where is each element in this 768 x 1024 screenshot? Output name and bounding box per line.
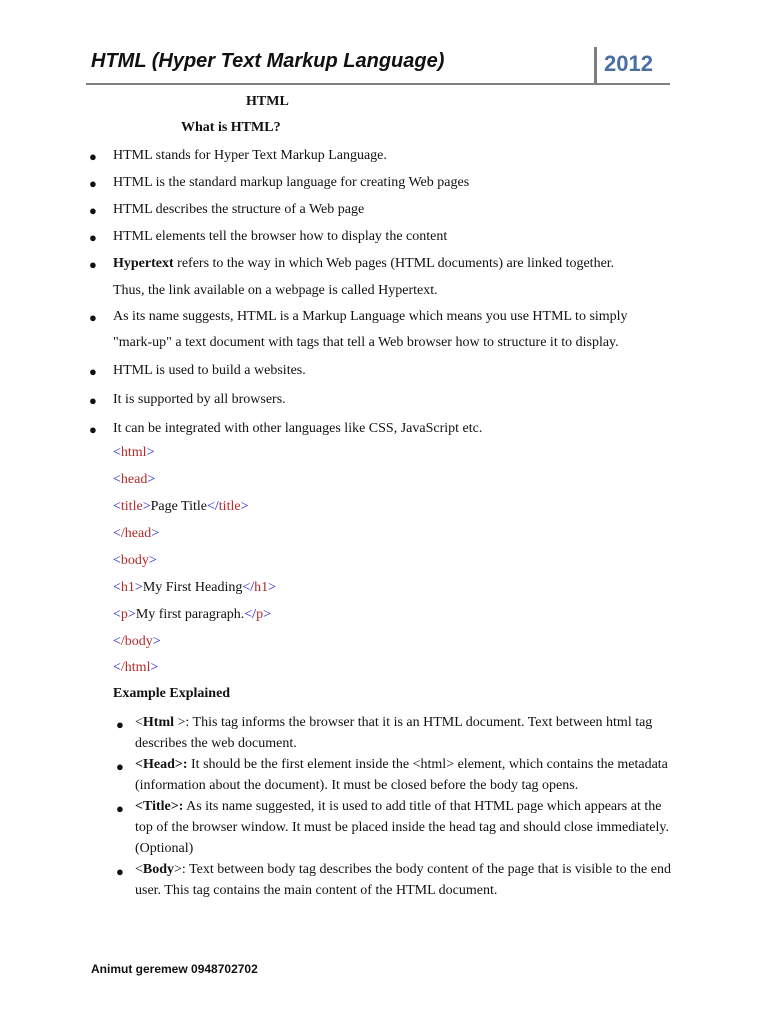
code-line: <body>: [113, 553, 157, 568]
list-item-text: HTML stands for Hyper Text Markup Language.: [113, 148, 387, 163]
code-line: </html>: [113, 660, 159, 675]
bullet-dot: ●: [89, 203, 97, 218]
list-item-text: It is supported by all browsers.: [113, 392, 286, 407]
code-tag: p: [120, 607, 128, 622]
header-year: 2012: [604, 51, 653, 76]
code-tag: p: [256, 607, 264, 622]
bullet-dot: ●: [89, 393, 97, 408]
code-tag: /html: [120, 660, 151, 675]
bullet-dot: ●: [116, 717, 124, 732]
bullet-dot: ●: [116, 759, 124, 774]
section-heading-what-is-html: What is HTML?: [181, 120, 281, 135]
code-line: <head>: [113, 472, 156, 487]
code-line: <p>My first paragraph.</p>: [113, 607, 271, 622]
code-line: <html>: [113, 445, 155, 460]
list-item-text: [113, 250, 614, 277]
page-footer: Animut geremew 0948702702: [91, 962, 258, 976]
list-item-text: HTML describes the structure of a Web page: [113, 202, 365, 217]
bullet-dot: ●: [89, 230, 97, 245]
code-tag: /head: [120, 526, 152, 541]
list-item-rest: refers to the way in which Web pages (HTML documents) are linked together.: [173, 256, 615, 271]
bullet-dot: ●: [116, 864, 124, 879]
list-item-text: HTML elements tell the browser how to display the content: [113, 229, 448, 244]
bullet-dot: ●: [89, 364, 97, 379]
list-item-text: HTML is the standard markup language for creating Web pages: [113, 175, 470, 190]
code-tag: h1: [254, 580, 269, 595]
code-tag: html: [120, 445, 147, 460]
code-tag: h1: [120, 580, 135, 595]
bullet-dot: ●: [116, 801, 124, 816]
example-item-body: <Body>: Text between body tag describes the body content of the page that is visible to the end user. This tag contains the main content of the HTML document.: [135, 862, 671, 898]
header-divider: [594, 47, 597, 84]
code-text: Page Title: [150, 499, 207, 514]
list-item-text: As its name suggests, HTML is a Markup Language which means you use HTML to simply: [113, 309, 628, 324]
list-item-continuation: "mark-up" a text document with tags that tell a Web browser how to structure it to display.: [113, 335, 619, 350]
bullet-dot: ●: [89, 257, 97, 272]
bullet-dot: ●: [89, 176, 97, 191]
code-line: <h1>My First Heading</h1>: [113, 580, 277, 595]
list-item-text: It can be integrated with other languages like CSS, JavaScript etc.: [113, 421, 483, 436]
example-item-html: <Html >: This tag informs the browser that it is an HTML document. Text between html tag describes the web document.: [135, 715, 653, 751]
bullet-dot: ●: [89, 310, 97, 325]
example-heading: Example Explained: [113, 686, 231, 701]
code-tag: head: [120, 472, 148, 487]
page-header-title: HTML (Hyper Text Markup Language): [91, 50, 445, 72]
header-rule: [86, 83, 670, 85]
code-tag: title: [218, 499, 241, 514]
section-heading-html: HTML: [246, 94, 289, 109]
code-text: My First Heading: [142, 580, 243, 595]
list-item-continuation: Thus, the link available on a webpage is called Hypertext.: [113, 283, 438, 298]
example-item-title: <Title>: As its name suggested, it is used to add title of that HTML page which appears at the top of the browser window. It must be placed inside the head tag and should close immediately. (Optional): [135, 799, 669, 856]
list-item-text: HTML is used to build a websites.: [113, 363, 306, 378]
code-line: </head>: [113, 526, 160, 541]
bullet-dot: ●: [89, 422, 97, 437]
code-tag: /body: [120, 634, 153, 649]
bullet-dot: ●: [89, 149, 97, 164]
list-item-bold: Hypertext: [113, 256, 174, 271]
example-item-head: <Head>: It should be the first element inside the <html> element, which contains the metadata (information about the document). It must be closed before the body tag opens.: [135, 757, 668, 793]
code-line: <title>Page Title</title>: [113, 499, 249, 514]
code-tag: title: [120, 499, 143, 514]
code-line: </body>: [113, 634, 161, 649]
code-text: My first paragraph.: [135, 607, 245, 622]
code-tag: body: [120, 553, 149, 568]
